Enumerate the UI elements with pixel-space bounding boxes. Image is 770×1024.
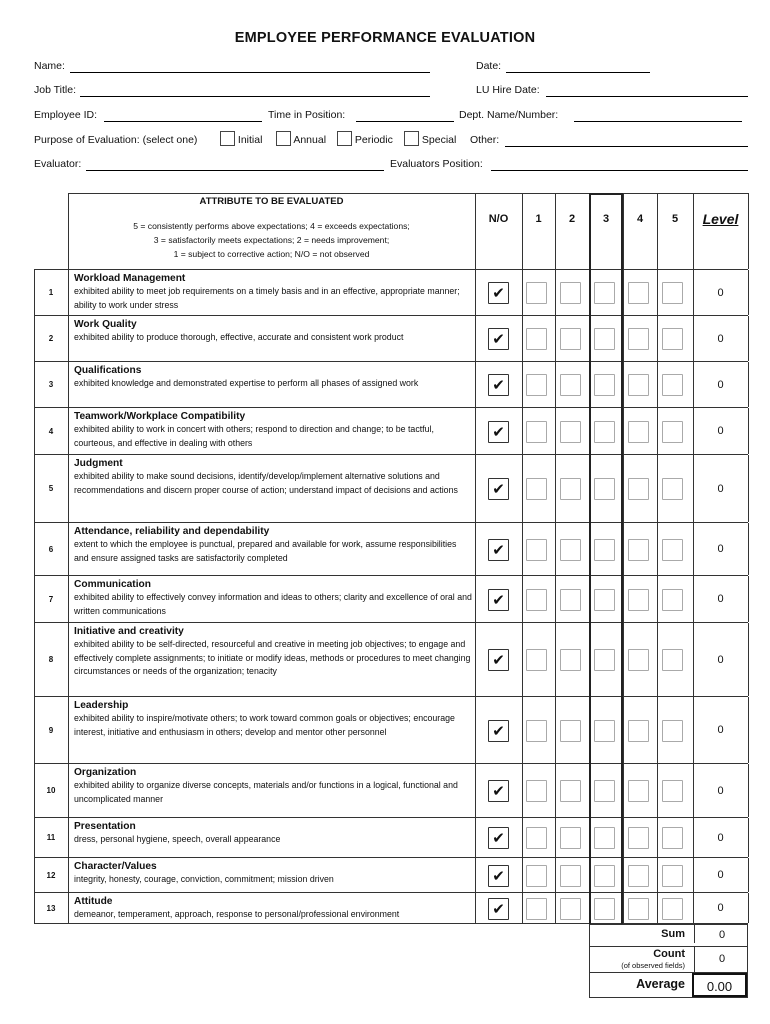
level-value: 0 [717, 482, 724, 495]
rating-no-checkbox[interactable]: ✔ [488, 780, 509, 802]
rating-no-checkbox[interactable]: ✔ [488, 328, 509, 350]
row-number: 1 [48, 288, 54, 297]
rating-4-checkbox[interactable] [628, 720, 649, 742]
evaluator-position-field[interactable] [491, 159, 748, 171]
form-title: EMPLOYEE PERFORMANCE EVALUATION [234, 30, 536, 46]
rating-2-checkbox[interactable] [560, 649, 581, 671]
attribute-cell [74, 625, 472, 679]
attribute-description: integrity, honesty, courage, conviction, commitment; mission driven [74, 874, 334, 884]
rating-3-checkbox[interactable] [594, 865, 615, 887]
average-value: 0.00 [692, 973, 747, 997]
row-number: 6 [48, 544, 54, 554]
attribute-description: dress, personal hygiene, speech, overall appearance [74, 834, 281, 844]
rating-3-checkbox[interactable] [594, 827, 615, 849]
attribute-title: Attendance, reliability and dependability [74, 526, 270, 537]
level-value: 0 [717, 902, 724, 914]
purpose-label: Purpose of Evaluation: (select one) [34, 134, 198, 146]
purpose-option-periodic[interactable]: Periodic [337, 131, 393, 146]
attribute-description: exhibited ability to organize diverse concepts, materials and/or functions in a logical, functional and uncomplicated manner [74, 780, 458, 804]
rating-5-checkbox[interactable] [662, 780, 683, 802]
rating-no-checkbox[interactable]: ✔ [488, 478, 509, 500]
table-row [34, 817, 748, 857]
evaluator-field[interactable] [86, 159, 384, 171]
table-row [34, 575, 748, 622]
job-title-field[interactable] [80, 85, 430, 97]
attribute-title: Initiative and creativity [74, 626, 184, 637]
rating-1-checkbox[interactable] [526, 827, 547, 849]
attribute-cell [74, 766, 472, 806]
table-row [34, 315, 748, 361]
rating-1-checkbox[interactable] [526, 865, 547, 887]
rating-2-checkbox[interactable] [560, 589, 581, 611]
rating-4-checkbox[interactable] [628, 539, 649, 561]
table-row [34, 361, 748, 407]
rating-2-checkbox[interactable] [560, 865, 581, 887]
attribute-cell [74, 860, 472, 887]
rating-3-checkbox[interactable] [594, 898, 615, 920]
rating-4-checkbox[interactable] [628, 589, 649, 611]
rating-1-checkbox[interactable] [526, 374, 547, 396]
rating-no-checkbox[interactable]: ✔ [488, 589, 509, 611]
evaluator-position-label: Evaluators Position: [390, 158, 483, 170]
rating-no-checkbox[interactable]: ✔ [488, 374, 509, 396]
rating-2-checkbox[interactable] [560, 898, 581, 920]
rating-1-checkbox[interactable] [526, 539, 547, 561]
rating-no-checkbox[interactable]: ✔ [488, 539, 509, 561]
rating-no-checkbox[interactable]: ✔ [488, 421, 509, 443]
attribute-title: Qualifications [74, 365, 142, 376]
row-number: 13 [46, 903, 56, 913]
attribute-cell [74, 318, 472, 345]
attribute-title: Judgment [74, 458, 123, 469]
rating-1-checkbox[interactable] [526, 589, 547, 611]
dept-label: Dept. Name/Number: [459, 109, 559, 121]
rating-1-checkbox[interactable] [526, 478, 547, 500]
rating-3-checkbox[interactable] [594, 720, 615, 742]
attribute-title: Work Quality [74, 319, 137, 330]
annual-checkbox[interactable] [276, 131, 291, 146]
attribute-description: exhibited ability to be self-directed, resourceful and creative in meeting job objectives; to engage and effectively complete assignments; to initiate or modify ideas, methods or procedures to meet changing circumstances or needs of the organization; tenacity [74, 639, 471, 677]
dept-field[interactable] [574, 110, 742, 122]
rating-5-checkbox[interactable] [662, 865, 683, 887]
row-number: 5 [48, 484, 54, 493]
row-number: 2 [48, 334, 54, 343]
attribute-cell [74, 820, 472, 847]
rating-4-checkbox[interactable] [628, 649, 649, 671]
attribute-title: Attitude [74, 896, 113, 907]
attribute-cell [74, 410, 472, 450]
rating-no-checkbox[interactable]: ✔ [488, 865, 509, 887]
level-value: 0 [717, 653, 724, 666]
attribute-description: exhibited ability to inspire/motivate others; to work toward common goals or objectives; encourage interest, initiative and enthusiasm in others; develop and mentor other personnel [74, 713, 455, 737]
rating-5-checkbox[interactable] [662, 898, 683, 920]
attribute-cell [74, 364, 472, 391]
attribute-title: Communication [74, 579, 151, 590]
job-title-label: Job Title: [34, 84, 77, 96]
attribute-cell [74, 457, 472, 497]
rating-3-checkbox[interactable] [594, 374, 615, 396]
attribute-title: Leadership [74, 700, 129, 711]
hire-date-field[interactable] [546, 85, 748, 97]
employee-id-label: Employee ID: [34, 109, 98, 121]
attribute-title: Teamwork/Workplace Compatibility [74, 411, 246, 422]
level-value: 0 [717, 332, 724, 345]
table-row [34, 522, 748, 575]
attribute-description: exhibited ability to produce thorough, effective, accurate and consistent work product [74, 332, 404, 342]
rating-4-checkbox[interactable] [628, 898, 649, 920]
rating-3-checkbox[interactable] [594, 328, 615, 350]
rating-5-checkbox[interactable] [662, 328, 683, 350]
attribute-title: Character/Values [74, 861, 157, 872]
rating-3-checkbox[interactable] [594, 282, 615, 304]
attribute-description: extent to which the employee is punctual, prepared and available for work, assume responsibilities and ensure assigned tasks are satisfactorily completed [74, 539, 457, 563]
table-row [34, 763, 748, 817]
rating-scale-legend: 5 = consistently performs above expectations; 4 = exceeds expectations; 3 = satisfactorily meets expectations; 2 = needs improvement; 1 = subject to corrective action; N/O = not observed [133, 221, 410, 259]
count-sublabel: (of observed fields) [621, 961, 685, 970]
rating-4-checkbox[interactable] [628, 780, 649, 802]
row-number: 4 [48, 426, 54, 436]
rating-4-checkbox[interactable] [628, 328, 649, 350]
rating-2-checkbox[interactable] [560, 374, 581, 396]
row-number: 3 [48, 380, 54, 389]
rating-1-checkbox[interactable] [526, 780, 547, 802]
attribute-description: demeanor, temperament, approach, response to personal/professional environment [74, 909, 400, 919]
rating-2-checkbox[interactable] [560, 780, 581, 802]
attribute-description: exhibited ability to meet job requirements on a timely basis and in an effective, appropriate manner; ability to work under stress [74, 286, 460, 310]
rating-5-checkbox[interactable] [662, 374, 683, 396]
other-label: Other: [470, 134, 500, 146]
rating-5-checkbox[interactable] [662, 282, 683, 304]
sum-label: Sum [661, 928, 685, 940]
initial-checkbox[interactable] [220, 131, 235, 146]
purpose-option-annual[interactable]: Annual [276, 131, 326, 146]
attribute-cell [74, 895, 472, 922]
rating-no-checkbox[interactable]: ✔ [488, 827, 509, 849]
attribute-title: Workload Management [74, 273, 186, 284]
employee-id-field[interactable] [104, 110, 262, 122]
rating-5-checkbox[interactable] [662, 589, 683, 611]
table-row [34, 696, 748, 763]
rating-2-checkbox[interactable] [560, 720, 581, 742]
rating-2-checkbox[interactable] [560, 539, 581, 561]
average-row [589, 972, 748, 998]
header-title: ATTRIBUTE TO BE EVALUATED [199, 196, 344, 207]
level-value: 0 [717, 593, 724, 605]
evaluator-label: Evaluator: [34, 158, 82, 170]
rating-5-checkbox[interactable] [662, 649, 683, 671]
date-field[interactable] [506, 61, 650, 73]
attribute-description: exhibited ability to work in concert with others; respond to direction and change; to be tactful, courteous, and effective in dealing with others [74, 424, 434, 448]
level-value: 0 [717, 869, 724, 881]
col-1: 1 [535, 213, 542, 225]
table-header [34, 193, 748, 269]
rating-5-checkbox[interactable] [662, 720, 683, 742]
rating-1-checkbox[interactable] [526, 421, 547, 443]
time-in-position-label: Time in Position: [268, 109, 346, 121]
rating-1-checkbox[interactable] [526, 898, 547, 920]
attribute-cell [74, 699, 472, 739]
attribute-title: Presentation [74, 821, 136, 832]
level-value: 0 [717, 378, 724, 391]
name-label: Name: [34, 60, 65, 72]
average-label: Average [636, 977, 685, 991]
level-value: 0 [717, 831, 724, 844]
level-value: 0 [717, 425, 724, 437]
row-number: 11 [46, 833, 56, 842]
table-row [34, 622, 748, 696]
rating-no-checkbox[interactable]: ✔ [488, 649, 509, 671]
rating-5-checkbox[interactable] [662, 539, 683, 561]
hire-date-label: LU Hire Date: [476, 84, 540, 96]
other-field[interactable] [505, 135, 748, 147]
row-number: 10 [46, 786, 56, 795]
time-in-position-field[interactable] [356, 110, 454, 122]
rating-1-checkbox[interactable] [526, 720, 547, 742]
rating-2-checkbox[interactable] [560, 282, 581, 304]
rating-2-checkbox[interactable] [560, 421, 581, 443]
row-number: 7 [48, 594, 54, 604]
row-number: 9 [48, 725, 54, 735]
rating-2-checkbox[interactable] [560, 827, 581, 849]
rating-5-checkbox[interactable] [662, 827, 683, 849]
date-label: Date: [476, 60, 502, 72]
rating-3-checkbox[interactable] [594, 539, 615, 561]
col-4: 4 [636, 213, 644, 225]
rating-1-checkbox[interactable] [526, 328, 547, 350]
count-label: Count [653, 948, 685, 960]
level-value: 0 [717, 784, 724, 797]
special-checkbox[interactable] [404, 131, 419, 146]
count-value: 0 [694, 947, 749, 973]
rating-5-checkbox[interactable] [662, 478, 683, 500]
row-number: 8 [48, 655, 54, 664]
rating-no-checkbox[interactable]: ✔ [488, 720, 509, 742]
attribute-cell [74, 272, 472, 312]
rating-4-checkbox[interactable] [628, 865, 649, 887]
rating-3-checkbox[interactable] [594, 780, 615, 802]
rating-2-checkbox[interactable] [560, 328, 581, 350]
level-value: 0 [717, 543, 724, 555]
sum-value: 0 [694, 925, 749, 943]
table-row [34, 892, 748, 924]
attribute-description: exhibited knowledge and demonstrated expertise to perform all phases of assigned work [74, 378, 419, 388]
name-field[interactable] [70, 61, 430, 73]
rating-1-checkbox[interactable] [526, 282, 547, 304]
table-row [34, 857, 748, 892]
rating-no-checkbox[interactable]: ✔ [488, 898, 509, 920]
purpose-option-initial[interactable]: Initial [220, 131, 262, 146]
rating-4-checkbox[interactable] [628, 827, 649, 849]
table-row [34, 407, 748, 454]
rating-5-checkbox[interactable] [662, 421, 683, 443]
sum-row [589, 924, 748, 946]
rating-2-checkbox[interactable] [560, 478, 581, 500]
table-row [34, 269, 748, 315]
rating-3-checkbox[interactable] [594, 649, 615, 671]
purpose-option-special[interactable]: Special [404, 131, 456, 146]
rating-3-checkbox[interactable] [594, 478, 615, 500]
rating-3-checkbox[interactable] [594, 589, 615, 611]
attribute-cell [74, 525, 472, 565]
table-row [34, 454, 748, 522]
col-2: 2 [568, 213, 576, 225]
rating-4-checkbox[interactable] [628, 421, 649, 443]
col-level: Level [702, 211, 739, 227]
level-value: 0 [717, 286, 724, 299]
rating-1-checkbox[interactable] [526, 649, 547, 671]
count-row [589, 946, 748, 972]
periodic-checkbox[interactable] [337, 131, 352, 146]
rating-4-checkbox[interactable] [628, 478, 649, 500]
rating-no-checkbox[interactable]: ✔ [488, 282, 509, 304]
col-3: 3 [602, 213, 610, 225]
rating-4-checkbox[interactable] [628, 374, 649, 396]
rating-3-checkbox[interactable] [594, 421, 615, 443]
col-5: 5 [671, 213, 679, 225]
attribute-title: Organization [74, 767, 137, 778]
attribute-description: exhibited ability to make sound decisions, identify/develop/implement alternative solutions and recommendations and discern proper course of action; understand impact of decisions and actions [74, 471, 458, 495]
attribute-description: exhibited ability to effectively convey information and ideas to others; clarity and excellence of oral and written communications [74, 592, 472, 616]
row-number: 12 [46, 870, 56, 880]
level-value: 0 [717, 724, 724, 736]
rating-4-checkbox[interactable] [628, 282, 649, 304]
attribute-cell [74, 578, 472, 618]
col-no: N/O [488, 213, 509, 225]
